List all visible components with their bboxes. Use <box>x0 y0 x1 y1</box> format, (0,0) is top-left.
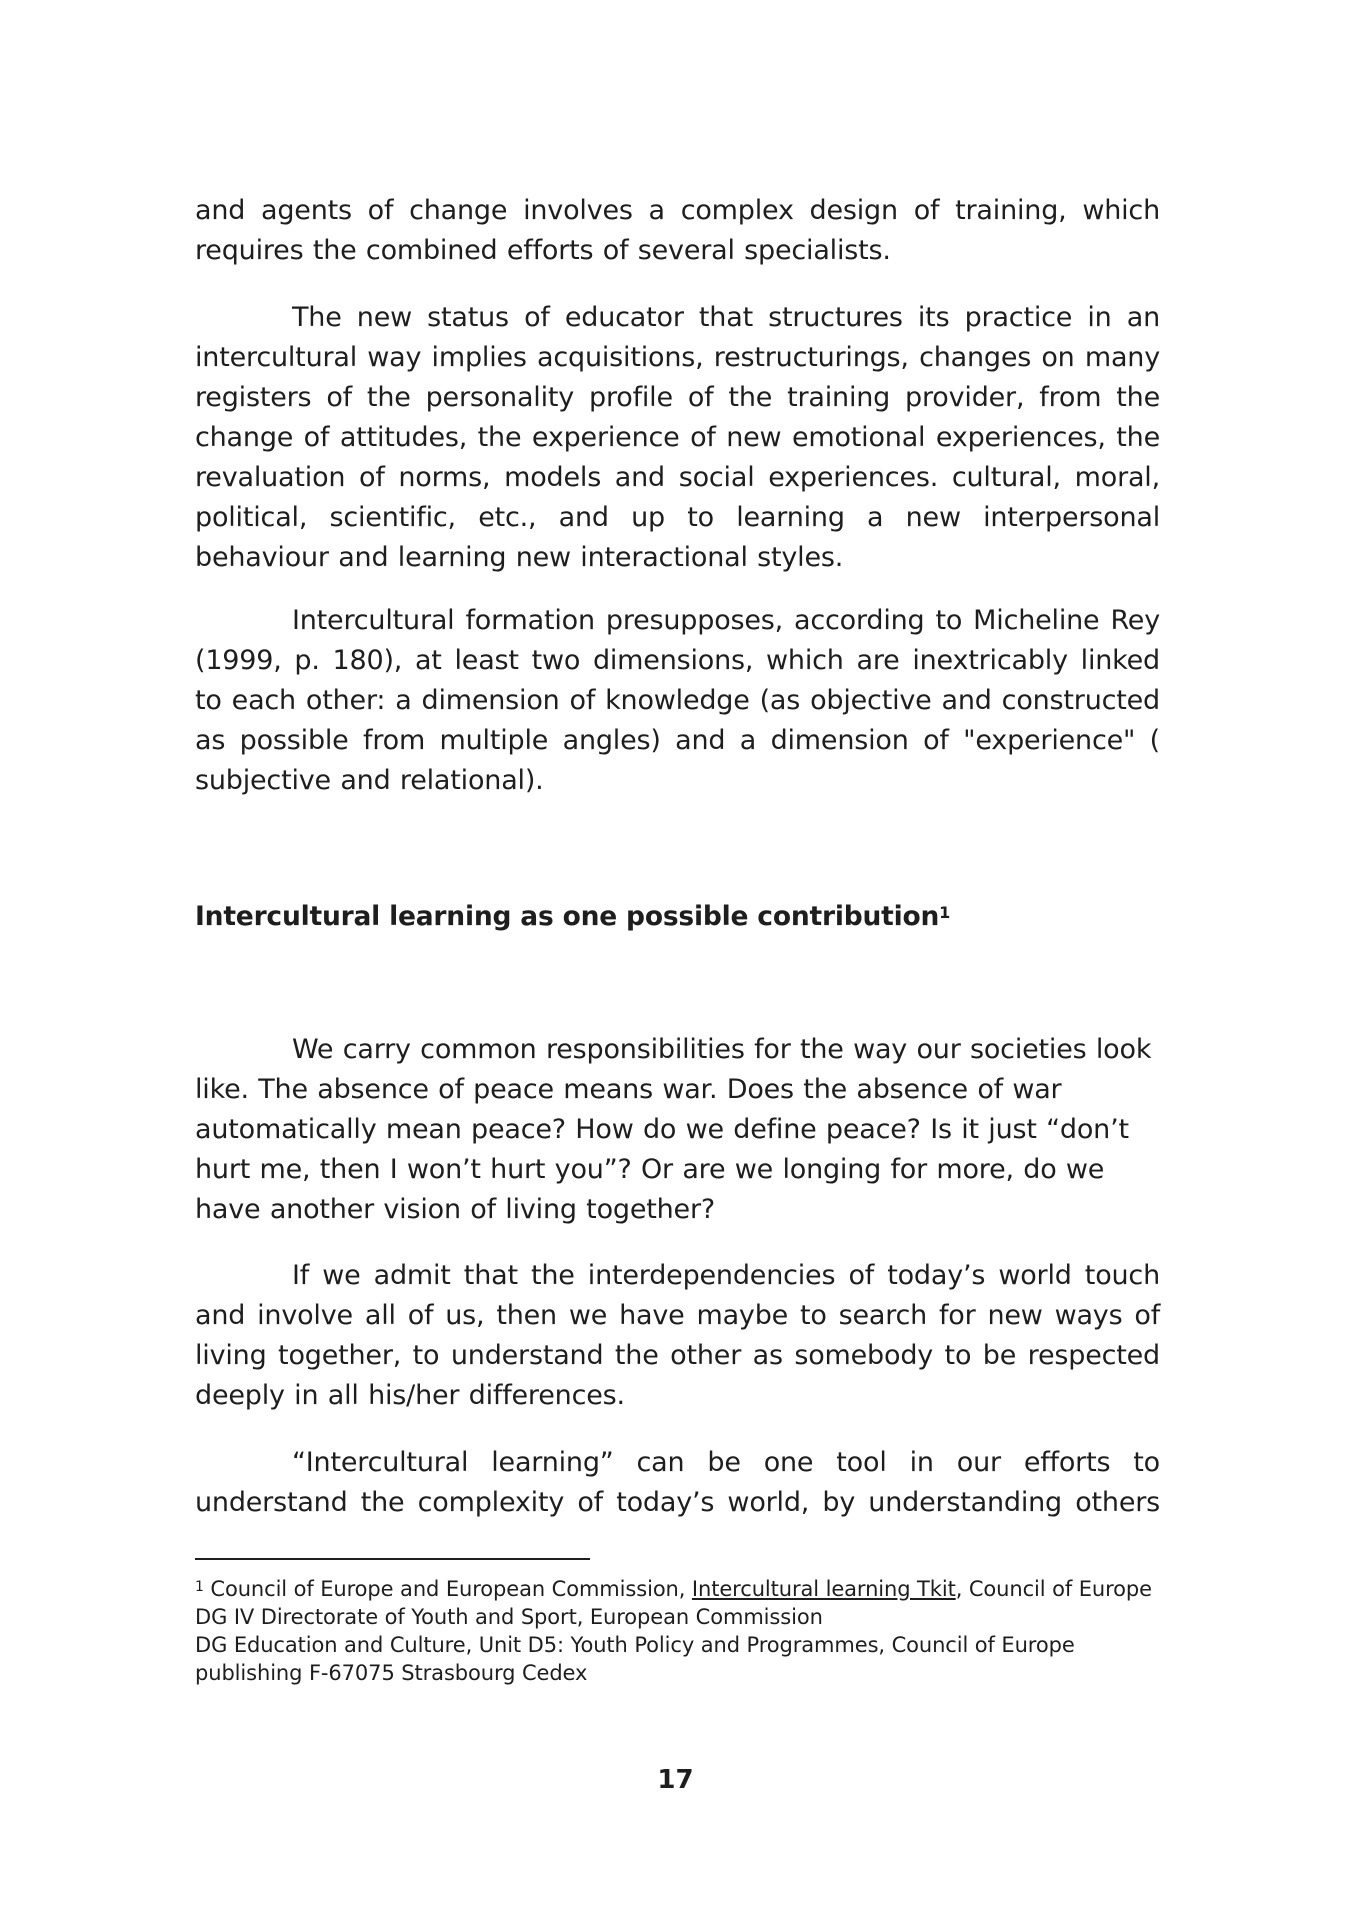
page-number: 17 <box>657 1765 694 1795</box>
footnote-line-2: DG Education and Culture, Unit D5: Youth Policy and Programmes, Council of Europe publishing F-67075 Strasbourg Cedex <box>195 1633 1075 1685</box>
paragraph-interdependencies: If we admit that the interdependencies of today’s world touch and involve all of us, then we have maybe to search for new ways of living together, to understand the other as somebody to be respected deeply in all his/her differences. <box>195 1260 1160 1411</box>
footnote-marker: 1 <box>195 1579 204 1595</box>
paragraph-intercultural-learning-tool: “Intercultural learning” can be one tool in our efforts to understand the complexity of today’s world, by understanding others <box>195 1447 1160 1518</box>
paragraph-common-responsibilities: We carry common responsibilities for the way our societies look like. The absence of peace means war. Does the absence of war automatically mean peace? How do we define peace? Is it just “don’t hurt me, then I won’t hurt you”? Or are we longing for more, do we have another vision of living together? <box>195 1034 1152 1225</box>
section-heading <box>195 897 950 937</box>
section-heading-text: Intercultural learning as one possible contribution <box>195 901 940 932</box>
paragraph-continuation: and agents of change involves a complex design of training, which requires the combined efforts of several specialists. <box>195 195 1160 266</box>
paragraph-educator-status: The new status of educator that structures its practice in an intercultural way implies acquisitions, restructurings, changes on many registers of the personality profile of the training provider, from the change of attitudes, the experience of new emotional experiences, the revaluation of norms, models and social experiences. cultural, moral, political, scientific, etc., and up to learning a new interpersonal behaviour and learning new interactional styles. <box>195 302 1160 573</box>
footnote-reference: 1 <box>939 903 951 922</box>
paragraph-intercultural-formation: Intercultural formation presupposes, according to Micheline Rey (1999, p. 180), at least two dimensions, which are inextricably linked to each other: a dimension of knowledge (as objective and constructed as possible from multiple angles) and a dimension of "experience" ( subjective and relational). <box>195 605 1160 796</box>
footnote-separator <box>195 1558 590 1560</box>
footnote-title-link[interactable]: Intercultural learning Tkit <box>691 1577 956 1601</box>
footnote-text-start: Council of Europe and European Commission, <box>210 1577 692 1601</box>
footnote-text-end: , Council of Europe DG IV Directorate of Youth and Sport, European Commission <box>195 1577 1152 1629</box>
footnote <box>195 1575 1160 1687</box>
